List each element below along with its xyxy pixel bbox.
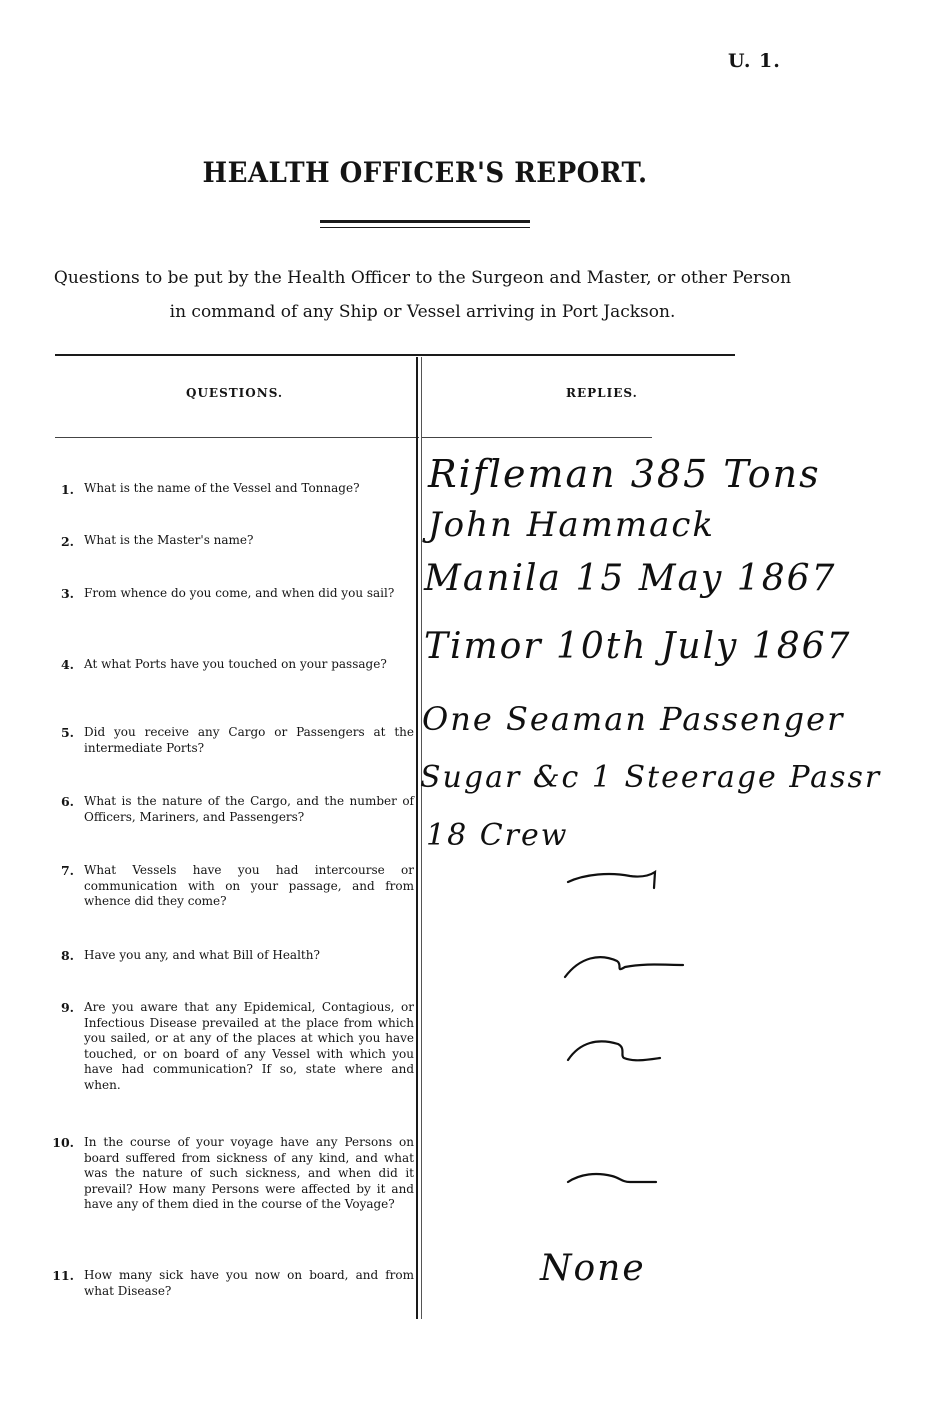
title-rule <box>320 220 530 223</box>
question-2-text: What is the Master's name? <box>84 533 254 547</box>
subtitle-line-2: in command of any Ship or Vessel arriving in Port Jackson. <box>169 302 676 322</box>
reply-9-dash-mark <box>560 1030 680 1080</box>
column-divider-thin <box>421 357 422 1319</box>
question-7-number: 7. <box>60 863 74 878</box>
reply-2-handwriting: John Hammack <box>428 505 716 545</box>
question-5-text: Did you receive any Cargo or Passengers at the intermediate Ports? <box>84 725 414 755</box>
reply-3-handwriting: Manila 15 May 1867 <box>424 558 837 599</box>
replies-column-header: REPLIES. <box>566 386 638 400</box>
question-2-number: 2. <box>60 534 74 549</box>
questions-column-header: QUESTIONS. <box>186 386 284 400</box>
header-bottom-rule-right <box>422 437 652 438</box>
table-top-rule <box>55 354 735 356</box>
question-9-text: Are you aware that any Epidemical, Contagious, or Infectious Disease prevailed at the place from which you sailed, or at any of the places at which you have touched, or on board of any Vessel with which you have had communication? If so, state where and when. <box>84 1000 414 1092</box>
question-8-number: 8. <box>60 948 74 963</box>
reply-11-handwriting: None <box>540 1248 646 1289</box>
question-11-text: How many sick have you now on board, and from what Disease? <box>84 1268 414 1298</box>
subtitle-line-1: Questions to be put by the Health Officer to the Surgeon and Master, or other Person <box>53 268 792 288</box>
header-bottom-rule-left <box>55 437 419 438</box>
question-9-number: 9. <box>60 1000 74 1015</box>
question-6-number: 6. <box>60 794 74 809</box>
question-4-text: At what Ports have you touched on your passage? <box>84 657 387 671</box>
reply-6-handwriting: Sugar &c 1 Steerage Passr <box>420 760 882 795</box>
question-8-text: Have you any, and what Bill of Health? <box>84 948 320 962</box>
reply-10-dash-mark <box>560 1160 670 1200</box>
reply-5-handwriting: One Seaman Passenger <box>422 700 845 738</box>
reply-7-dash-mark <box>560 860 680 900</box>
question-6-text: What is the nature of the Cargo, and the number of Officers, Mariners, and Passengers? <box>84 794 414 824</box>
question-10-number: 10. <box>52 1135 74 1150</box>
question-7-text: What Vessels have you had intercourse or communication with on your passage, and from whence did they come? <box>84 863 414 908</box>
question-11-number: 11. <box>52 1268 74 1283</box>
column-divider <box>416 357 418 1319</box>
question-1-number: 1. <box>60 482 74 497</box>
question-4-number: 4. <box>60 657 74 672</box>
reply-6-crew-handwriting: 18 Crew <box>426 818 569 853</box>
reply-4-handwriting: Timor 10th July 1867 <box>424 626 852 667</box>
question-3-number: 3. <box>60 586 74 601</box>
question-5-number: 5. <box>60 725 74 740</box>
reply-8-dash-mark <box>555 945 695 995</box>
question-1-text: What is the name of the Vessel and Tonnage? <box>84 481 360 495</box>
question-10-text: In the course of your voyage have any Persons on board suffered from sickness of any kind, and what was the nature of such sickness, and when did it prevail? How many Persons were affected by it and have any of them died in the course of the Voyage? <box>84 1135 414 1211</box>
page-title: HEALTH OFFICER'S REPORT. <box>202 156 648 189</box>
title-rule-thin <box>320 227 530 228</box>
reply-1-handwriting: Rifleman 385 Tons <box>428 452 821 496</box>
form-reference: U. 1. <box>728 50 781 72</box>
question-3-text: From whence do you come, and when did you sail? <box>84 586 395 600</box>
